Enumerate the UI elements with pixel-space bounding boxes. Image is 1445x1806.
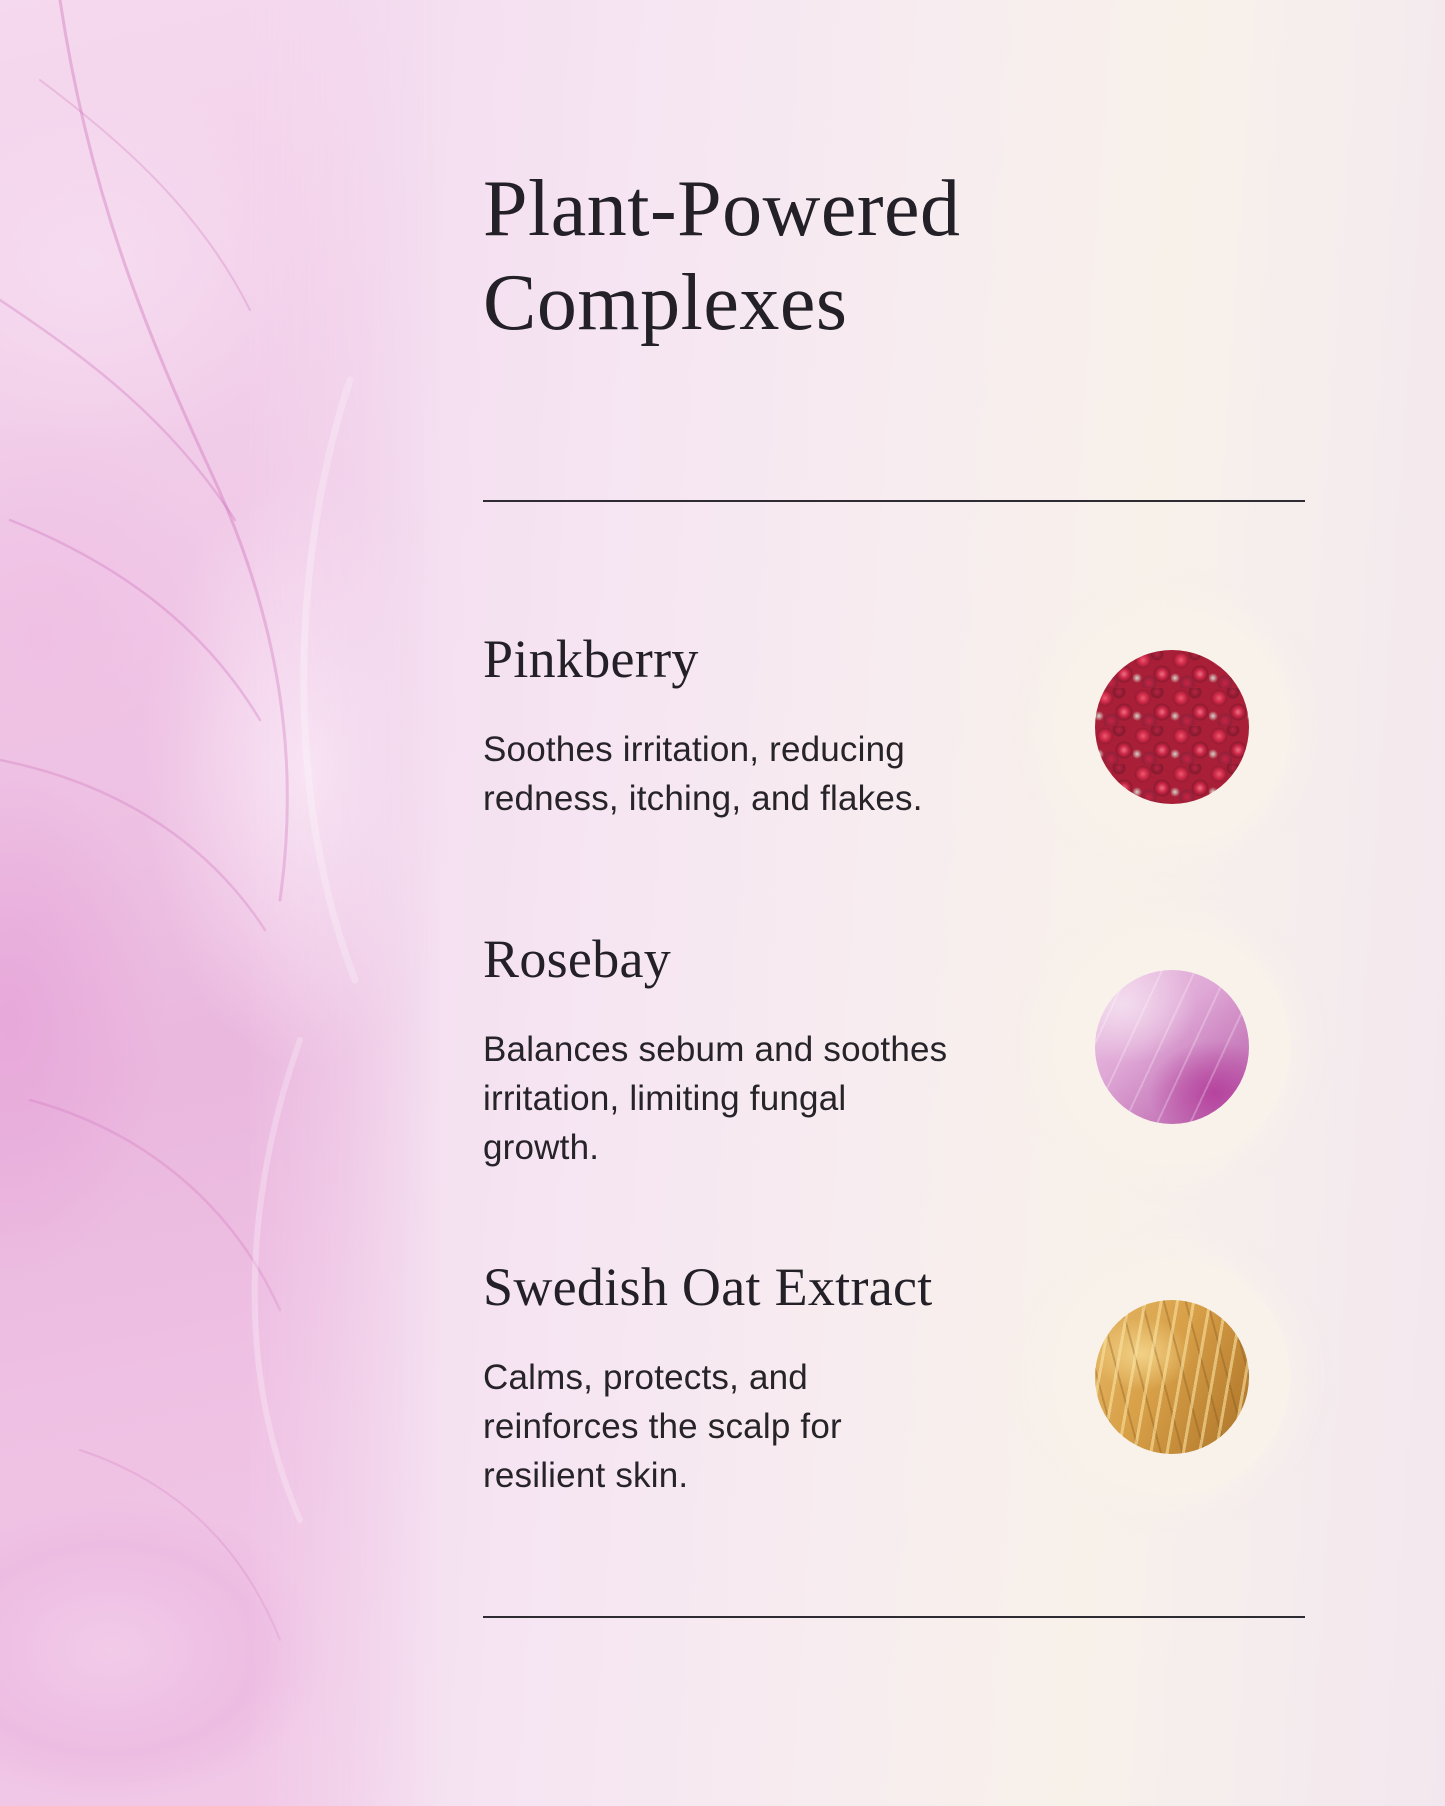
ingredient-name: Swedish Oat Extract: [483, 1257, 933, 1317]
rosebay-petals-photo: [1095, 970, 1249, 1124]
photo-halo: [1054, 929, 1290, 1165]
ingredient-section-swedish-oat: [483, 1255, 963, 1500]
ingredient-description: Soothes irritation, reducing redness, itching, and flakes.: [483, 729, 923, 818]
ingredient-name: Pinkberry: [483, 629, 699, 689]
bottom-divider-line: [483, 1616, 1305, 1618]
top-divider-line: [483, 500, 1305, 502]
ingredient-description: Calms, protects, and reinforces the scalp for resilient skin.: [483, 1357, 842, 1495]
photo-halo: [1054, 609, 1290, 845]
swedish-oat-wheat-photo: [1095, 1300, 1249, 1454]
ingredient-name: Rosebay: [483, 929, 672, 989]
petal-veins-illustration: [0, 0, 450, 1806]
photo-halo: [1054, 1259, 1290, 1495]
ingredient-section-rosebay: [483, 927, 963, 1172]
ingredient-description: Balances sebum and soothes irritation, limiting fungal growth.: [483, 1029, 948, 1167]
ingredient-section-pinkberry: [483, 627, 963, 823]
page-title: Plant-Powered Complexes: [483, 165, 961, 348]
pinkberry-berries-photo: [1095, 650, 1249, 804]
pink-petal-photo: [0, 0, 450, 1806]
